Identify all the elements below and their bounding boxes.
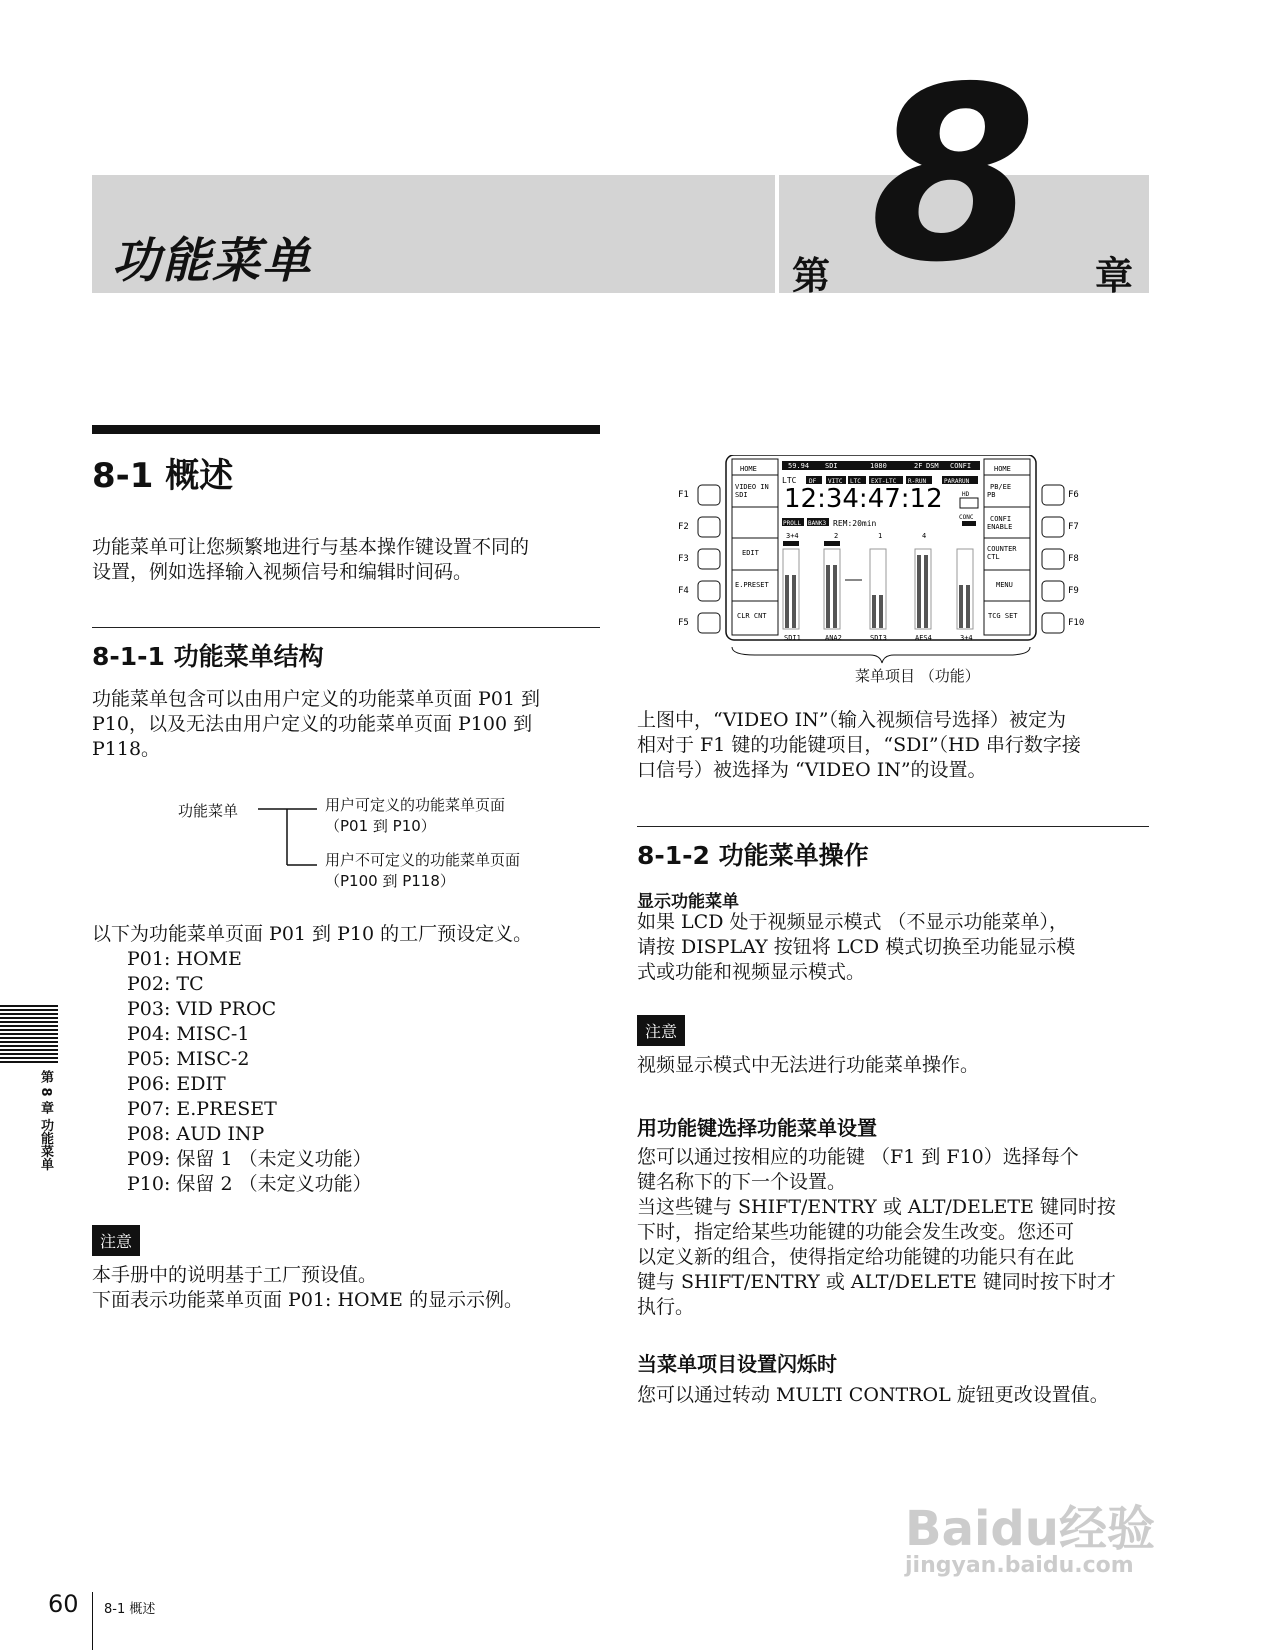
subsection-title-812: 8-1-2 功能菜单操作: [637, 841, 869, 870]
f5-label: F5: [678, 618, 689, 628]
svg-text:DSM: DSM: [926, 462, 939, 470]
svg-text:CONFI: CONFI: [990, 515, 1012, 523]
f6-key[interactable]: [1042, 485, 1064, 505]
svg-text:SDI: SDI: [825, 462, 838, 470]
f-keys-left: [678, 485, 720, 633]
flash-paragraph: 您可以通过转动 MULTI CONTROL 旋钮更改设置值。: [637, 1384, 1109, 1406]
note-badge-2: 注意: [637, 1015, 685, 1046]
f-keys-right: [1042, 485, 1084, 633]
svg-text:ENABLE: ENABLE: [987, 523, 1013, 531]
svg-text:PARARUN: PARARUN: [944, 478, 970, 485]
heading-display: 显示功能菜单: [637, 892, 739, 912]
f9-label: F9: [1068, 586, 1079, 596]
footer-section: 8-1 概述: [104, 1602, 156, 1617]
f2-label: F2: [678, 522, 689, 532]
display-paragraph: 如果 LCD 处于视频显示模式 （不显示功能菜单）， 请按 DISPLAY 按钮将 LCD 模式切换至功能显示模 式或功能和视频显示模式。: [637, 911, 1076, 983]
footer-divider: [92, 1592, 93, 1650]
svg-text:EXT-LTC: EXT-LTC: [871, 478, 897, 485]
side-tab-label: 第 8 章 功能菜单: [38, 1070, 53, 1171]
svg-text:SDI: SDI: [735, 491, 748, 499]
list-item: P09: 保留 1 （未定义功能）: [127, 1148, 372, 1170]
note-badge: 注意: [92, 1225, 140, 1256]
svg-text:3+4: 3+4: [960, 634, 973, 642]
svg-text:PB/EE: PB/EE: [990, 483, 1012, 491]
list-item: P07: E.PRESET: [127, 1098, 277, 1120]
rule: [637, 826, 1149, 827]
heading-flash: 当菜单项目设置闪烁时: [637, 1352, 837, 1376]
svg-text:PROLL: PROLL: [783, 520, 802, 527]
watermark-logo: Baidu经验: [905, 1501, 1155, 1557]
rule: [92, 627, 600, 628]
chapter-number: 8: [870, 35, 1037, 315]
f1-label: F1: [678, 490, 689, 500]
svg-text:DF: DF: [809, 478, 817, 485]
timecode: 12:34:47:12: [784, 484, 943, 514]
svg-text:59.94: 59.94: [788, 462, 810, 470]
svg-text:3+4: 3+4: [786, 532, 799, 540]
f4-label: F4: [678, 586, 689, 596]
list-intro: 以下为功能菜单页面 P01 到 P10 的工厂预设定义。: [92, 923, 533, 945]
tree-root: 功能菜单: [178, 802, 239, 820]
menu-menu: MENU: [996, 581, 1013, 589]
svg-text:PB: PB: [987, 491, 996, 499]
svg-text:LTC: LTC: [850, 478, 861, 485]
svg-text:1080: 1080: [870, 462, 887, 470]
list-item: P06: EDIT: [127, 1073, 226, 1095]
chapter-suffix: 章: [1095, 254, 1134, 298]
list-item: P01: HOME: [127, 948, 242, 970]
svg-text:CTL: CTL: [987, 553, 1000, 561]
svg-text:SDI1: SDI1: [784, 634, 801, 642]
svg-text:SDI3: SDI3: [870, 634, 887, 642]
menu-tcg-set: TCG SET: [988, 612, 1018, 620]
section-title: 8-1 概述: [92, 456, 234, 496]
list-item: P08: AUD INP: [127, 1123, 265, 1145]
structure-paragraph: 功能菜单包含可以由用户定义的功能菜单页面 P01 到 P10，以及无法由用户定义的功能菜单页面 P100 到 P118。: [92, 688, 541, 760]
svg-text:ANA2: ANA2: [825, 634, 842, 642]
svg-text:4: 4: [922, 532, 927, 540]
tree-connector: [255, 795, 325, 875]
svg-text:LTC: LTC: [782, 476, 797, 485]
note-text: 本手册中的说明基于工厂预设值。 下面表示功能菜单页面 P01: HOME 的显示示例。: [92, 1264, 523, 1311]
f2-key[interactable]: [698, 517, 720, 537]
lcd-diagram: [670, 455, 1090, 685]
f6-label: F6: [1068, 490, 1079, 500]
chapter-prefix: 第: [792, 254, 831, 298]
page-number: 60: [48, 1590, 79, 1618]
f7-key[interactable]: [1042, 517, 1064, 537]
svg-text:2: 2: [834, 532, 839, 540]
svg-text:1: 1: [878, 532, 883, 540]
svg-text:BANK3: BANK3: [808, 520, 827, 527]
svg-text:REM:20min: REM:20min: [833, 519, 877, 528]
tree-branch-2: 用户不可定义的功能菜单页面 （P100 到 P118）: [325, 851, 521, 890]
menu-home-left: HOME: [740, 465, 757, 473]
f8-label: F8: [1068, 554, 1079, 564]
chapter-title: 功能菜单: [112, 233, 313, 289]
f9-key[interactable]: [1042, 581, 1064, 601]
svg-text:HD: HD: [962, 491, 970, 498]
list-item: P04: MISC-1: [127, 1023, 250, 1045]
page-list: [127, 947, 372, 1197]
svg-text:VITC: VITC: [828, 478, 843, 485]
svg-text:AES4: AES4: [915, 634, 932, 642]
lcd-explanation: 上图中，“VIDEO IN”（输入视频信号选择）被定为 相对于 F1 键的功能键项目，“SDI”（HD 串行数字接 口信号）被选择为 “VIDEO IN”的设置。: [637, 709, 1081, 781]
f3-key[interactable]: [698, 549, 720, 569]
list-item: P02: TC: [127, 973, 204, 995]
menu-edit: EDIT: [742, 549, 759, 557]
tree-branch-1: 用户可定义的功能菜单页面 （P01 到 P10）: [325, 796, 506, 835]
f4-key[interactable]: [698, 581, 720, 601]
menu-epreset: E.PRESET: [735, 581, 769, 589]
select-paragraph: 您可以通过按相应的功能键 （F1 到 F10）选择每个 键名称下的下一个设置。 当这些键与 SHIFT/ENTRY 或 ALT/DELETE 键同时按 下时，指定给某些功能键的功能会发生改变。您还可 以定义新的组合，使得指定给功能键的功能只有在此 键与 SHIFT/ENTRY 或 ALT/DELETE 键同时按下时才 执行。: [637, 1146, 1116, 1318]
list-item: P10: 保留 2 （未定义功能）: [127, 1173, 372, 1195]
side-tab-stripes: [0, 1005, 58, 1063]
intro-paragraph: 功能菜单可让您频繁地进行与基本操作键设置不同的 设置，例如选择输入视频信号和编辑时间码。: [92, 536, 530, 583]
svg-text:CONFI: CONFI: [950, 462, 972, 470]
section-bar: [92, 425, 600, 434]
f7-label: F7: [1068, 522, 1079, 532]
svg-text:R-RUN: R-RUN: [908, 478, 927, 485]
note-text-2: 视频显示模式中无法进行功能菜单操作。: [637, 1054, 980, 1076]
f8-key[interactable]: [1042, 549, 1064, 569]
f5-key[interactable]: [698, 613, 720, 633]
lcd-caption: 菜单项目 （功能）: [855, 667, 980, 685]
menu-video-in: VIDEO IN: [735, 483, 769, 491]
f1-key[interactable]: [698, 485, 720, 505]
f10-key[interactable]: [1042, 613, 1064, 633]
svg-text:COUNTER: COUNTER: [987, 545, 1017, 553]
heading-select: 用功能键选择功能菜单设置: [637, 1116, 877, 1140]
svg-text:CONC: CONC: [959, 514, 974, 521]
menu-home-right: HOME: [994, 465, 1011, 473]
menu-clr-cnt: CLR CNT: [737, 612, 767, 620]
svg-text:2F: 2F: [914, 462, 923, 470]
list-item: P03: VID PROC: [127, 998, 277, 1020]
f10-label: F10: [1068, 618, 1085, 628]
watermark-url: jingyan.baidu.com: [905, 1553, 1134, 1578]
subsection-title-811: 8-1-1 功能菜单结构: [92, 642, 324, 671]
list-item: P05: MISC-2: [127, 1048, 250, 1070]
f3-label: F3: [678, 554, 689, 564]
